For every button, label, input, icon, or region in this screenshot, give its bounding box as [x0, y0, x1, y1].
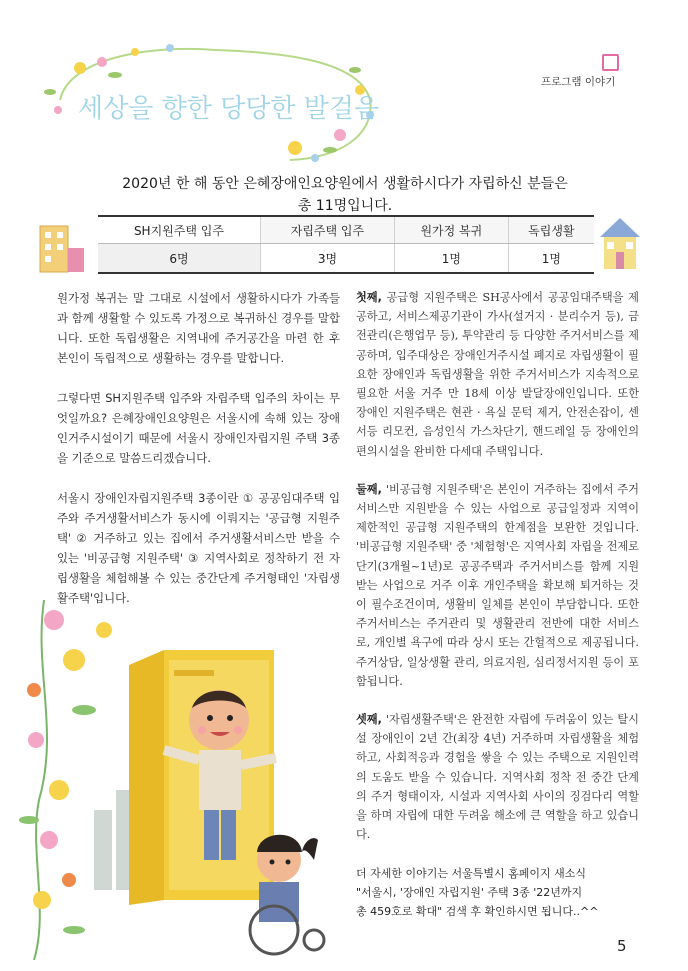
table-cell: 1명 — [394, 244, 508, 274]
left-paragraph-3: 서울시 장애인자립지원주택 3종이란 ① 공공임대주택 입주와 주거생활서비스가 동시에 이뤄지는 '공급형 지원주택' ② 거주하고 있는 집에서 주거생활서비스만 받을 수 있는 '비공급형 지원주택' ③ 지역사회로 정착하기 전 자립생활을 체험해볼 수 있는 중간단계 주거형태인 '자립생활주택'입니다. — [57, 491, 340, 605]
left-paragraph-1: 원가정 복귀는 말 그대로 시설에서 생활하시다가 가족들과 함께 생활할 수 있도록 가정으로 복귀하신 경우를 말합니다. 또한 독립생활은 지역내에 주거공간을 마련 한 후 본인이 독립적으로 생활하는 경우를 말합니다. — [57, 291, 340, 365]
table-header: 독립생활 — [508, 216, 594, 244]
lead-word: 둘째, — [356, 482, 382, 496]
table-header: SH지원주택 입주 — [98, 216, 260, 244]
right-column — [356, 288, 639, 863]
table-header: 자립주택 입주 — [260, 216, 394, 244]
page-number: 5 — [617, 937, 627, 955]
intro-line-1: 2020년 한 해 동안 은혜장애인요양원에서 생활하시다가 자립하신 분들은 — [122, 176, 568, 192]
lead-word: 셋째, — [356, 713, 382, 727]
section-label: 프로그램 이야기 — [541, 76, 616, 88]
paragraph-text: 공급형 지원주택은 SH공사에서 공공임대주택을 제공하고, 서비스제공기관이 가사(설거지 · 분리수거 등), 금전관리(은행업무 등), 투약관리 등 다양한 주거서비스를 제공하며, 입주대상은 장애인거주시설 폐지로 자립생활이 필요한 장애인과 독립생활을 위한 주거서비스가 지속적으로 필요한 서울 거주 만 18세 이상 발달장애인입니다. 또한 장애인 지원주택은 현관 · 욕실 문턱 제거, 안전손잡이, 센서등 리모컨, 음성인식 가스차단기, 핸드레일 등 장애인의 편의시설을 완비한 다세대 주택입니다. — [356, 291, 639, 458]
right-paragraph-2 — [356, 480, 639, 691]
footer-note — [356, 864, 641, 921]
left-column — [57, 288, 340, 628]
left-paragraph-2: 그렇다면 SH지원주택 입주와 자립주택 입주의 차이는 무엇일까요? 은혜장애인요양원은 서울시에 속해 있는 장애인거주시설이기 때문에 서울시 장애인자립지원 주택 3종을 기준으로 말씀드리겠습니다. — [57, 391, 340, 465]
door-illustration — [14, 590, 334, 960]
table-cell: 3명 — [260, 244, 394, 274]
right-paragraph-3 — [356, 710, 639, 844]
table-header: 원가정 복귀 — [394, 216, 508, 244]
footer-note-line-1: 더 자세한 이야기는 서울특별시 홈페이지 새소식 — [356, 867, 587, 880]
lead-word: 첫째, — [356, 291, 382, 304]
table-row — [98, 244, 594, 274]
footer-note-line-3: 총 459호로 확대" 검색 후 확인하시면 됩니다..^^ — [356, 905, 599, 918]
house-illustration-right — [590, 212, 650, 272]
table-cell: 6명 — [98, 244, 260, 274]
table-cell: 1명 — [508, 244, 594, 274]
section-marker-icon — [602, 54, 619, 71]
independence-stats-table — [98, 215, 594, 274]
table-header-row — [98, 216, 594, 244]
intro-line-2: 총 11명입니다. — [297, 198, 393, 214]
footer-note-line-2: "서울시, '장애인 자립지원' 주택 3종 '22년까지 — [356, 886, 583, 899]
paragraph-text: '자립생활주택'은 완전한 자립에 두려움이 있는 탈시설 장애인이 2년 간(최장 4년) 거주하며 자립생활을 체험하고, 사회적응과 경험을 쌓을 수 있는 주택으로 지원인력의 도움도 받을 수 있습니다. 지역사회 정착 전 중간 단계의 주거 형태이자, 시설과 지역사회 사이의 징검다리 역할을 하며 자립에 대한 두려움 해소에 큰 역할을 하고 있습니다. — [356, 713, 639, 842]
intro-text — [100, 173, 590, 217]
page-title: 세상을 향한 당당한 발걸음 — [78, 94, 380, 124]
paragraph-text: '비공급형 지원주택'은 본인이 거주하는 집에서 주거서비스만 지원받을 수 있는 사업으로 공급일정과 지역이 제한적인 공급형 지원주택의 한계점을 보완한 것입니다. '비공급형 지원주택' 중 '체험형'은 지역사회 자립을 전제로 단기(3개월~1년)로 공공주택과 주거서비스를 함께 지원받는 사업으로 거주 이후 개인주택을 확보해 퇴거하는 것이 필수조건이며, 생활비 일체를 본인이 부담합니다. 또한 주거서비스는 주거관리 및 생활관리 전반에 대한 서비스로, 개인별 욕구에 따라 상시 또는 간헐적으로 제공됩니다. 주거상담, 일상생활 관리, 의료지원, 심리정서지원 등이 포함됩니다. — [356, 482, 639, 688]
right-paragraph-1 — [356, 288, 639, 461]
house-illustration-left — [30, 208, 100, 278]
